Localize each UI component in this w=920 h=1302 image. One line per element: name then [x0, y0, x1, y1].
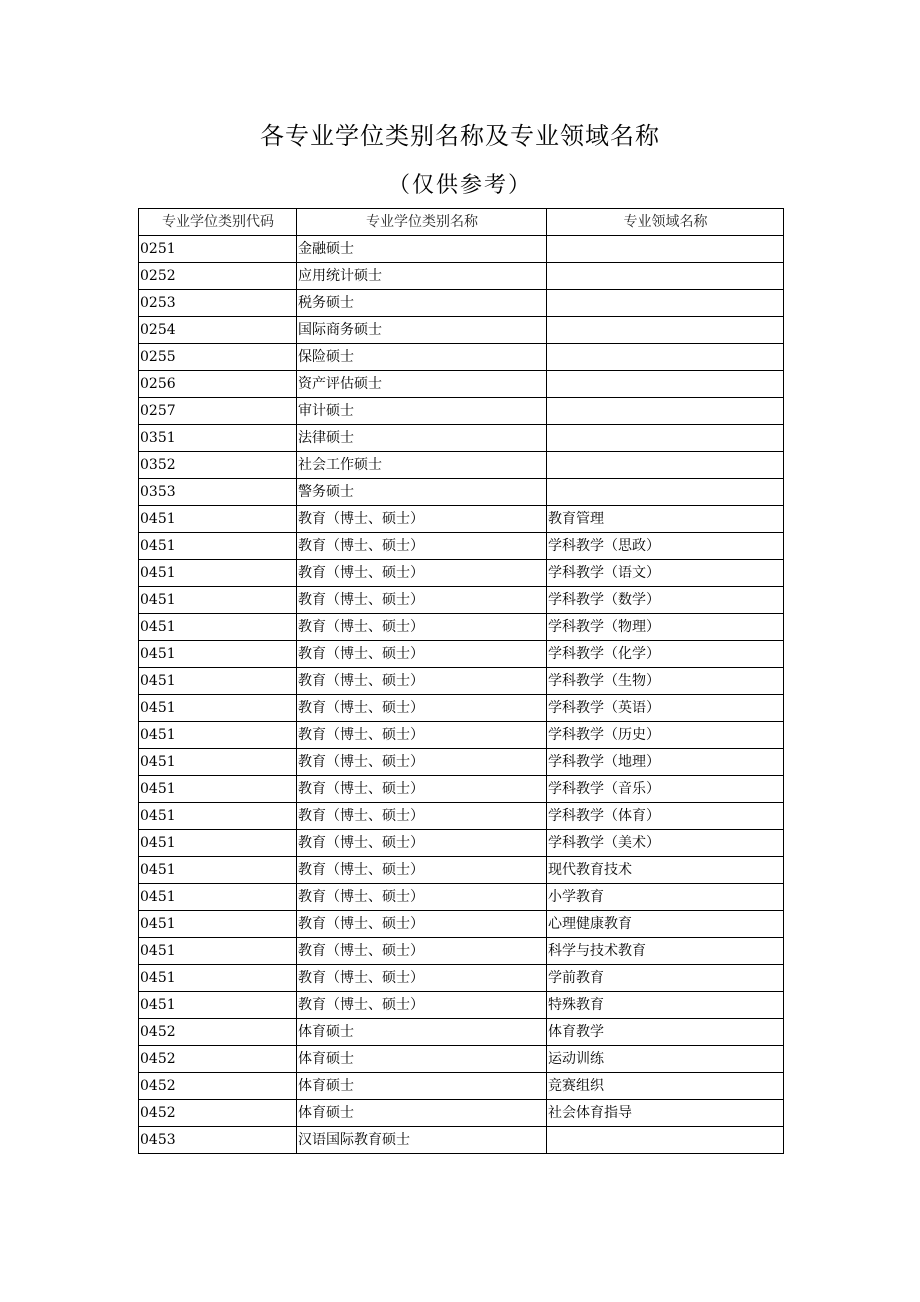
- category-name-cell: 教育（博士、硕士）: [297, 911, 547, 938]
- category-name-cell: 审计硕士: [297, 398, 547, 425]
- field-name-cell: 学科教学（化学）: [547, 641, 784, 668]
- category-code-cell: 0452: [139, 1100, 297, 1127]
- field-name-cell: 学科教学（数学）: [547, 587, 784, 614]
- category-name-cell: 国际商务硕士: [297, 317, 547, 344]
- category-code-cell: 0451: [139, 992, 297, 1019]
- category-code-cell: 0451: [139, 857, 297, 884]
- header-category-name: 专业学位类别名称: [297, 209, 547, 236]
- category-code-cell: 0452: [139, 1046, 297, 1073]
- table-row: [139, 668, 784, 695]
- table-row: [139, 911, 784, 938]
- field-name-cell: 学科教学（体育）: [547, 803, 784, 830]
- category-code-cell: 0451: [139, 911, 297, 938]
- table-row: [139, 992, 784, 1019]
- table-row: [139, 776, 784, 803]
- table-row: [139, 749, 784, 776]
- category-name-cell: 法律硕士: [297, 425, 547, 452]
- header-category-code: 专业学位类别代码: [139, 209, 297, 236]
- table-row: [139, 344, 784, 371]
- table-row: [139, 614, 784, 641]
- table-header-row: [139, 209, 784, 236]
- table-row: [139, 560, 784, 587]
- category-name-cell: 教育（博士、硕士）: [297, 992, 547, 1019]
- category-name-cell: 教育（博士、硕士）: [297, 749, 547, 776]
- field-name-cell: [547, 452, 784, 479]
- document-subtitle: （仅供参考）: [387, 173, 532, 198]
- category-name-cell: 金融硕士: [297, 236, 547, 263]
- category-name-cell: 教育（博士、硕士）: [297, 938, 547, 965]
- field-name-cell: [547, 263, 784, 290]
- table-row: [139, 722, 784, 749]
- field-name-cell: [547, 1127, 784, 1154]
- category-name-cell: 社会工作硕士: [297, 452, 547, 479]
- category-name-cell: 教育（博士、硕士）: [297, 722, 547, 749]
- table-row: [139, 371, 784, 398]
- table-row: [139, 533, 784, 560]
- field-name-cell: 运动训练: [547, 1046, 784, 1073]
- field-name-cell: 特殊教育: [547, 992, 784, 1019]
- field-name-cell: 学科教学（历史）: [547, 722, 784, 749]
- field-name-cell: 学科教学（语文）: [547, 560, 784, 587]
- category-code-cell: 0451: [139, 884, 297, 911]
- category-code-cell: 0257: [139, 398, 297, 425]
- category-code-cell: 0253: [139, 290, 297, 317]
- category-code-cell: 0451: [139, 533, 297, 560]
- field-name-cell: [547, 290, 784, 317]
- table-row: [139, 398, 784, 425]
- field-name-cell: 学前教育: [547, 965, 784, 992]
- table-row: [139, 587, 784, 614]
- field-name-cell: [547, 479, 784, 506]
- table-row: [139, 452, 784, 479]
- category-name-cell: 教育（博士、硕士）: [297, 857, 547, 884]
- table-row: [139, 317, 784, 344]
- category-name-cell: 教育（博士、硕士）: [297, 803, 547, 830]
- table-row: [139, 830, 784, 857]
- field-name-cell: 学科教学（美术）: [547, 830, 784, 857]
- category-code-cell: 0353: [139, 479, 297, 506]
- category-name-cell: 教育（博士、硕士）: [297, 668, 547, 695]
- category-code-cell: 0255: [139, 344, 297, 371]
- field-name-cell: [547, 317, 784, 344]
- field-name-cell: 学科教学（地理）: [547, 749, 784, 776]
- table-row: [139, 263, 784, 290]
- category-name-cell: 体育硕士: [297, 1019, 547, 1046]
- category-code-cell: 0251: [139, 236, 297, 263]
- category-code-cell: 0451: [139, 965, 297, 992]
- field-name-cell: 社会体育指导: [547, 1100, 784, 1127]
- header-field-name: 专业领域名称: [547, 209, 784, 236]
- field-name-cell: 学科教学（音乐）: [547, 776, 784, 803]
- table-row: [139, 1046, 784, 1073]
- field-name-cell: [547, 236, 784, 263]
- category-code-cell: 0256: [139, 371, 297, 398]
- table-row: [139, 641, 784, 668]
- field-name-cell: 学科教学（物理）: [547, 614, 784, 641]
- category-code-cell: 0351: [139, 425, 297, 452]
- table-row: [139, 425, 784, 452]
- field-name-cell: 学科教学（思政）: [547, 533, 784, 560]
- degree-table: [138, 208, 784, 1154]
- category-code-cell: 0451: [139, 614, 297, 641]
- table-row: [139, 1019, 784, 1046]
- category-name-cell: 税务硕士: [297, 290, 547, 317]
- category-code-cell: 0254: [139, 317, 297, 344]
- category-name-cell: 资产评估硕士: [297, 371, 547, 398]
- table-row: [139, 857, 784, 884]
- field-name-cell: 学科教学（生物）: [547, 668, 784, 695]
- category-code-cell: 0451: [139, 668, 297, 695]
- field-name-cell: 竞赛组织: [547, 1073, 784, 1100]
- category-code-cell: 0451: [139, 560, 297, 587]
- category-code-cell: 0451: [139, 722, 297, 749]
- table-row: [139, 884, 784, 911]
- field-name-cell: 小学教育: [547, 884, 784, 911]
- category-name-cell: 体育硕士: [297, 1073, 547, 1100]
- category-code-cell: 0453: [139, 1127, 297, 1154]
- category-name-cell: 教育（博士、硕士）: [297, 587, 547, 614]
- table-row: [139, 695, 784, 722]
- field-name-cell: 教育管理: [547, 506, 784, 533]
- category-name-cell: 教育（博士、硕士）: [297, 884, 547, 911]
- table-row: [139, 965, 784, 992]
- category-name-cell: 体育硕士: [297, 1046, 547, 1073]
- field-name-cell: 体育教学: [547, 1019, 784, 1046]
- category-name-cell: 教育（博士、硕士）: [297, 965, 547, 992]
- category-code-cell: 0451: [139, 803, 297, 830]
- category-code-cell: 0451: [139, 641, 297, 668]
- table-row: [139, 236, 784, 263]
- category-name-cell: 教育（博士、硕士）: [297, 695, 547, 722]
- field-name-cell: [547, 371, 784, 398]
- table-row: [139, 479, 784, 506]
- table-row: [139, 506, 784, 533]
- category-name-cell: 警务硕士: [297, 479, 547, 506]
- field-name-cell: 学科教学（英语）: [547, 695, 784, 722]
- field-name-cell: 心理健康教育: [547, 911, 784, 938]
- table-row: [139, 1100, 784, 1127]
- category-name-cell: 体育硕士: [297, 1100, 547, 1127]
- field-name-cell: [547, 398, 784, 425]
- category-name-cell: 教育（博士、硕士）: [297, 830, 547, 857]
- table-row: [139, 803, 784, 830]
- category-code-cell: 0451: [139, 587, 297, 614]
- category-code-cell: 0352: [139, 452, 297, 479]
- field-name-cell: [547, 344, 784, 371]
- table-row: [139, 1073, 784, 1100]
- category-code-cell: 0452: [139, 1019, 297, 1046]
- category-code-cell: 0451: [139, 506, 297, 533]
- document-title: 各专业学位类别名称及专业领域名称: [260, 122, 660, 150]
- category-name-cell: 汉语国际教育硕士: [297, 1127, 547, 1154]
- category-code-cell: 0451: [139, 695, 297, 722]
- table-body: [139, 236, 784, 1154]
- table-row: [139, 938, 784, 965]
- category-code-cell: 0451: [139, 776, 297, 803]
- category-name-cell: 教育（博士、硕士）: [297, 533, 547, 560]
- field-name-cell: 科学与技术教育: [547, 938, 784, 965]
- category-name-cell: 教育（博士、硕士）: [297, 560, 547, 587]
- table-row: [139, 1127, 784, 1154]
- category-name-cell: 保险硕士: [297, 344, 547, 371]
- category-name-cell: 教育（博士、硕士）: [297, 776, 547, 803]
- category-code-cell: 0451: [139, 938, 297, 965]
- category-code-cell: 0451: [139, 749, 297, 776]
- table-row: [139, 290, 784, 317]
- category-code-cell: 0451: [139, 830, 297, 857]
- category-code-cell: 0252: [139, 263, 297, 290]
- category-name-cell: 教育（博士、硕士）: [297, 506, 547, 533]
- category-name-cell: 教育（博士、硕士）: [297, 641, 547, 668]
- field-name-cell: [547, 425, 784, 452]
- field-name-cell: 现代教育技术: [547, 857, 784, 884]
- category-name-cell: 教育（博士、硕士）: [297, 614, 547, 641]
- category-code-cell: 0452: [139, 1073, 297, 1100]
- category-name-cell: 应用统计硕士: [297, 263, 547, 290]
